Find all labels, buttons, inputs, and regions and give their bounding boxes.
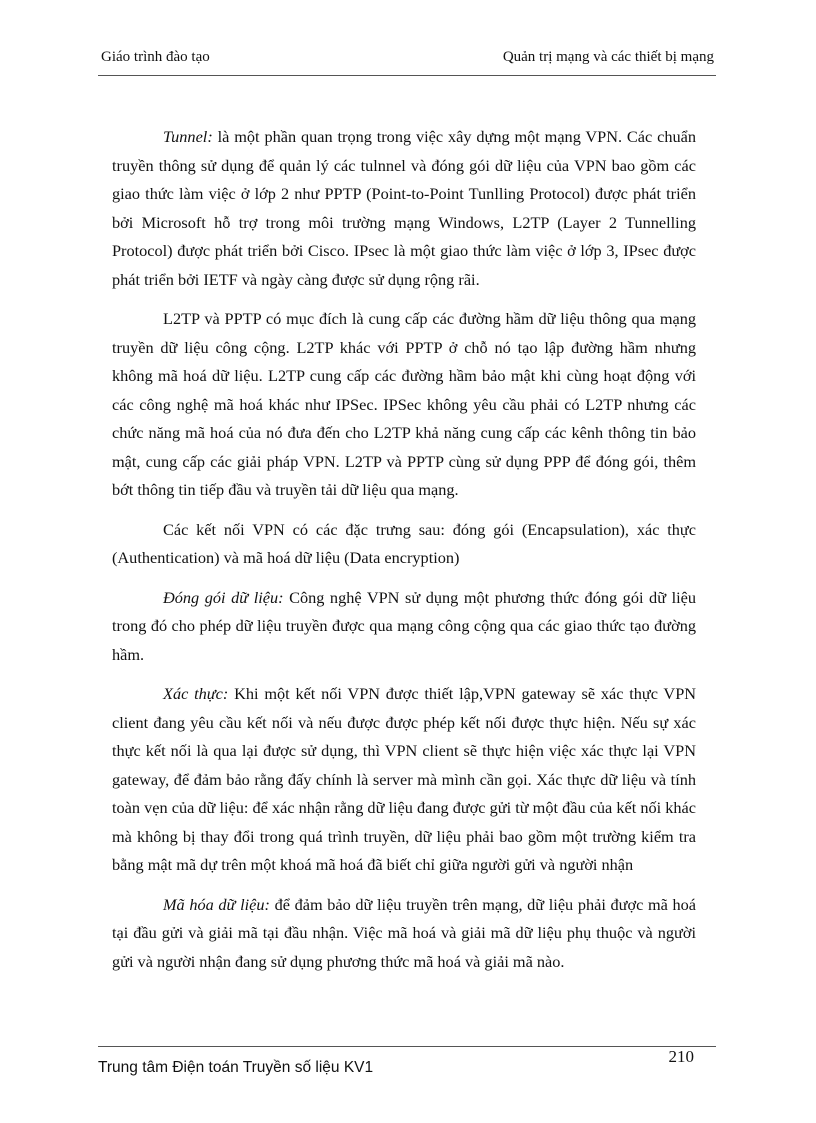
body-text: [112, 123, 696, 987]
paragraph-encapsulation: [112, 584, 696, 670]
paragraph-lead: Xác thực:: [163, 684, 229, 703]
paragraph-authentication: [112, 680, 696, 880]
paragraph-text: L2TP và PPTP có mục đích là cung cấp các đường hầm dữ liệu thông qua mạng truyền dữ liệu công cộng. L2TP khác với PPTP ở chỗ nó tạo lập đường hầm nhưng không mã hoá dữ liệu. L2TP cung cấp các đường hầm bảo mật khi cùng hoạt động với các công nghệ mã hoá khác như IPSec. IPSec không yêu cầu phải có L2TP nhưng các chức năng mã hoá của nó đưa đến cho L2TP khả năng cung cấp các kênh thông tin bảo mật, cung cấp các giải pháp VPN. L2TP và PPTP cùng sử dụng PPP để đóng gói, thêm bớt thông tin tiếp đầu và truyền tải dữ liệu qua mạng.: [112, 309, 696, 499]
paragraph-text: Công nghệ VPN sử dụng một phương thức đóng gói dữ liệu trong đó cho phép dữ liệu truyền được qua mạng công cộng qua các giao thức tạo đường hầm.: [112, 587, 696, 664]
paragraph-text: để đảm bảo dữ liệu truyền trên mạng, dữ liệu phải được mã hoá tại đầu gửi và giải mã tại đầu nhận. Việc mã hoá và giải mã dữ liệu phụ thuộc và người gửi và người nhận đang sử dụng phương thức mã hoá và giải mã nào.: [112, 894, 696, 971]
paragraph-text: là một phần quan trọng trong việc xây dựng một mạng VPN. Các chuẩn truyền thông sử dụng để quản lý các tulnnel và đóng gói dữ liệu của VPN bao gồm các giao thức làm việc ở lớp 2 như PPTP (Point-to-Point Tunlling Protocol) được phát triển bởi Microsoft hỗ trợ trong môi trường mạng Windows, L2TP (Layer 2 Tunnelling Protocol) được phát triển bởi Cisco. IPsec là một giao thức làm việc ở lớp 3, IPsec được phát triển bởi IETF và ngày càng được sử dụng rộng rãi.: [112, 127, 696, 289]
footer-divider: [98, 1046, 716, 1047]
header-book-title: Giáo trình đào tạo: [101, 49, 210, 65]
header-chapter-title: Quản trị mạng và các thiết bị mạng: [502, 49, 714, 65]
paragraph-lead: Tunnel:: [163, 127, 213, 146]
paragraph-tunnel: [112, 123, 696, 294]
paragraph-vpn-characteristics: [112, 516, 696, 573]
paragraph-encryption: [112, 891, 696, 977]
paragraph-text: Khi một kết nối VPN được thiết lập,VPN gateway sẽ xác thực VPN client đang yêu cầu kết nối và nếu được được phép kết nối được thực hiện. Nếu sự xác thực kết nối là qua lại được sử dụng, thì VPN client sẽ thực hiện việc xác thực lại VPN gateway, để đảm bảo rằng đấy chính là server mà mình cần gọi. Xác thực dữ liệu và tính toàn vẹn của dữ liệu: để xác nhận rằng dữ liệu đang được gửi từ một đầu của kết nối khác mà không bị thay đổi trong quá trình truyền, dữ liệu phải bao gồm một trường kiểm tra bằng mật mã dự trên một khoá mã hoá đã biết chỉ giữa người gửi và người nhận: [112, 684, 697, 874]
paragraph-lead: Mã hóa dữ liệu:: [163, 894, 270, 914]
footer-organization: Trung tâm Điện toán Truyền số liệu KV1: [98, 1059, 374, 1076]
paragraph-lead: Đóng gói dữ liệu:: [163, 587, 284, 607]
page-number: 210: [668, 1047, 694, 1066]
header-divider: [98, 75, 716, 76]
paragraph-text: Các kết nối VPN có các đặc trưng sau: đóng gói (Encapsulation), xác thực (Authentication) và mã hoá dữ liệu (Data encryption): [112, 519, 696, 567]
paragraph-l2tp-pptp: [112, 305, 696, 505]
